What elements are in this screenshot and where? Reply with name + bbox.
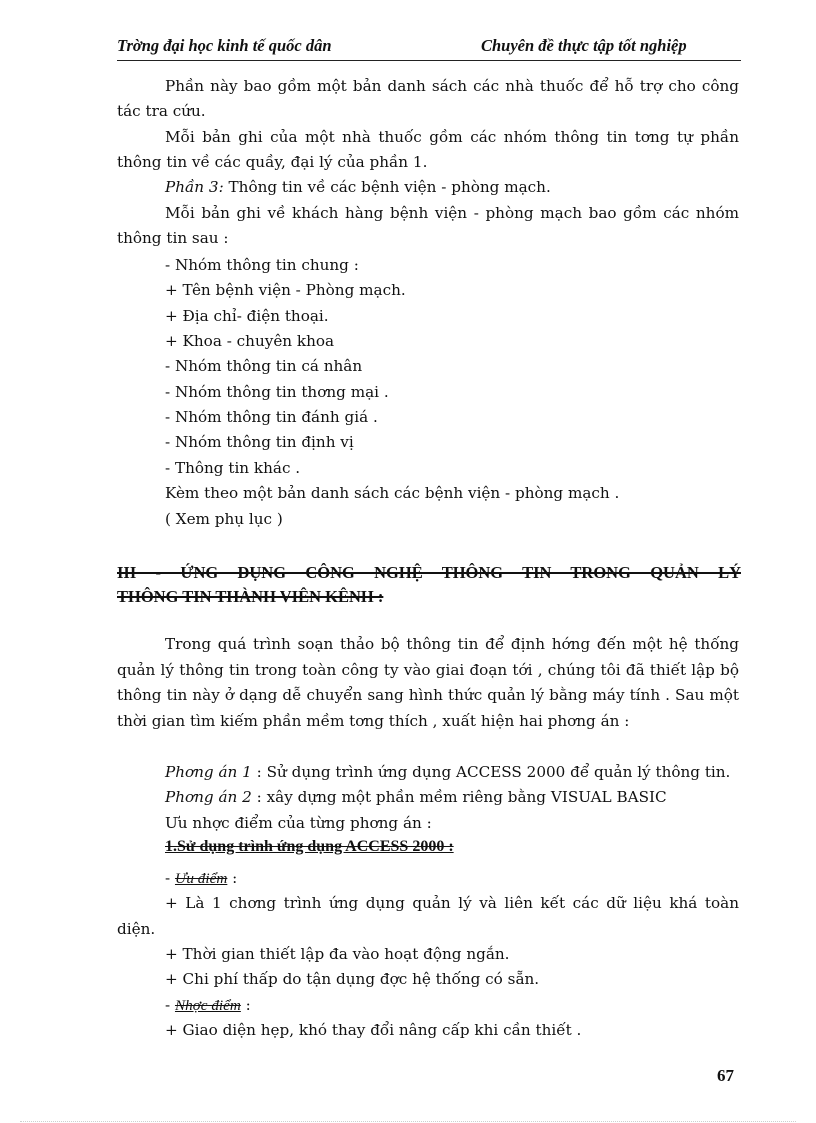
header-report-title: Chuyên đề thực tập tốt nghiệp: [481, 36, 687, 55]
section-heading-line-2: THÔNG TIN THÀNH VIÊN KÊNH :: [117, 587, 384, 606]
disadvantages-label: Nhợc điểm: [174, 997, 241, 1014]
list-item: - Nhóm thông tin thơng mại .: [165, 383, 389, 401]
page-header: [117, 36, 741, 60]
advantage-item: + Chi phí thấp do tận dụng đợc hệ thống có sẵn.: [165, 970, 540, 988]
option-1-line: [165, 762, 739, 782]
disadvantages-heading: [165, 995, 739, 1016]
option-1-label: Phơng án 1: [165, 763, 252, 781]
paragraph-line: thông tin này ở dạng dễ chuyển sang hình thức quản lý bằng máy tính . Sau một: [117, 686, 739, 704]
subsection-heading: 1.Sử dụng trình ứng dụng ACCESS 2000 :: [165, 838, 454, 855]
list-item: - Nhóm thông tin định vị: [165, 433, 354, 451]
option-2-label: Phơng án 2: [165, 788, 252, 806]
list-item: ( Xem phụ lục ): [165, 510, 283, 528]
option-1-text: : Sử dụng trình ứng dụng ACCESS 2000 để quản lý thông tin.: [251, 763, 731, 781]
paragraph-line: Mỗi bản ghi về khách hàng bệnh viện - phòng mạch bao gồm các nhóm: [165, 204, 739, 222]
paragraph-line: thông tin về các quầy, đại lý của phần 1.: [117, 153, 428, 171]
paragraph-line: thời gian tìm kiếm phần mềm tơng thích , xuất hiện hai phơng án :: [117, 712, 630, 730]
advantage-item: + Là 1 chơng trình ứng dụng quản lý và liên kết các dữ liệu khá toàn: [165, 894, 739, 912]
disadvantages-colon: :: [240, 996, 251, 1014]
list-item: - Nhóm thông tin chung :: [165, 256, 359, 274]
advantages-colon: :: [227, 869, 238, 887]
advantage-item: + Thời gian thiết lập đa vào hoạt động ngắn.: [165, 945, 510, 963]
list-item: - Thông tin khác .: [165, 459, 301, 477]
part-3-label: Phần 3:: [165, 178, 224, 196]
paragraph-line: Trong quá trình soạn thảo bộ thông tin để định hớng đến một hệ thống: [165, 635, 739, 653]
pros-cons-line: Ưu nhợc điểm của từng phơng án :: [165, 814, 432, 832]
part-3-text: Thông tin về các bệnh viện - phòng mạch.: [223, 178, 551, 196]
header-divider: [117, 60, 741, 61]
list-item: + Địa chỉ- điện thoại.: [165, 307, 329, 325]
footer-divider: [20, 1121, 796, 1122]
part-3-line: [165, 177, 739, 197]
header-university: Trờng đại học kinh tế quốc dân: [117, 36, 332, 55]
advantages-dash: -: [165, 869, 175, 887]
paragraph-line: Mỗi bản ghi của một nhà thuốc gồm các nhóm thông tin tơng tự phần: [165, 128, 739, 146]
disadvantages-dash: -: [165, 996, 175, 1014]
option-2-text: : xây dựng một phần mềm riêng bằng VISUAL BASIC: [251, 788, 667, 806]
list-item: + Khoa - chuyên khoa: [165, 332, 335, 350]
section-heading-line-1: III - ỨNG DỤNG CÔNG NGHỆ THÔNG TIN TRONG QUẢN LÝ: [117, 563, 741, 582]
list-item: Kèm theo một bản danh sách các bệnh viện - phòng mạch .: [165, 484, 620, 502]
disadvantage-item: + Giao diện hẹp, khó thay đổi nâng cấp khi cần thiết .: [165, 1021, 582, 1039]
option-2-line: [165, 787, 739, 807]
paragraph-line: Phần này bao gồm một bản danh sách các nhà thuốc để hỗ trợ cho công: [165, 77, 739, 95]
list-item: - Nhóm thông tin đánh giá .: [165, 408, 378, 426]
list-item: - Nhóm thông tin cá nhân: [165, 357, 363, 375]
paragraph-line: tác tra cứu.: [117, 102, 206, 120]
advantages-label: Ưu điểm: [174, 870, 228, 887]
advantage-item-continued: diện.: [117, 920, 156, 938]
page-number: 67: [717, 1066, 734, 1085]
paragraph-line: thông tin sau :: [117, 229, 229, 247]
paragraph-line: quản lý thông tin trong toàn công ty vào giai đoạn tới , chúng tôi đã thiết lập bộ: [117, 661, 739, 679]
advantages-heading: [165, 868, 739, 889]
list-item: + Tên bệnh viện - Phòng mạch.: [165, 281, 406, 299]
